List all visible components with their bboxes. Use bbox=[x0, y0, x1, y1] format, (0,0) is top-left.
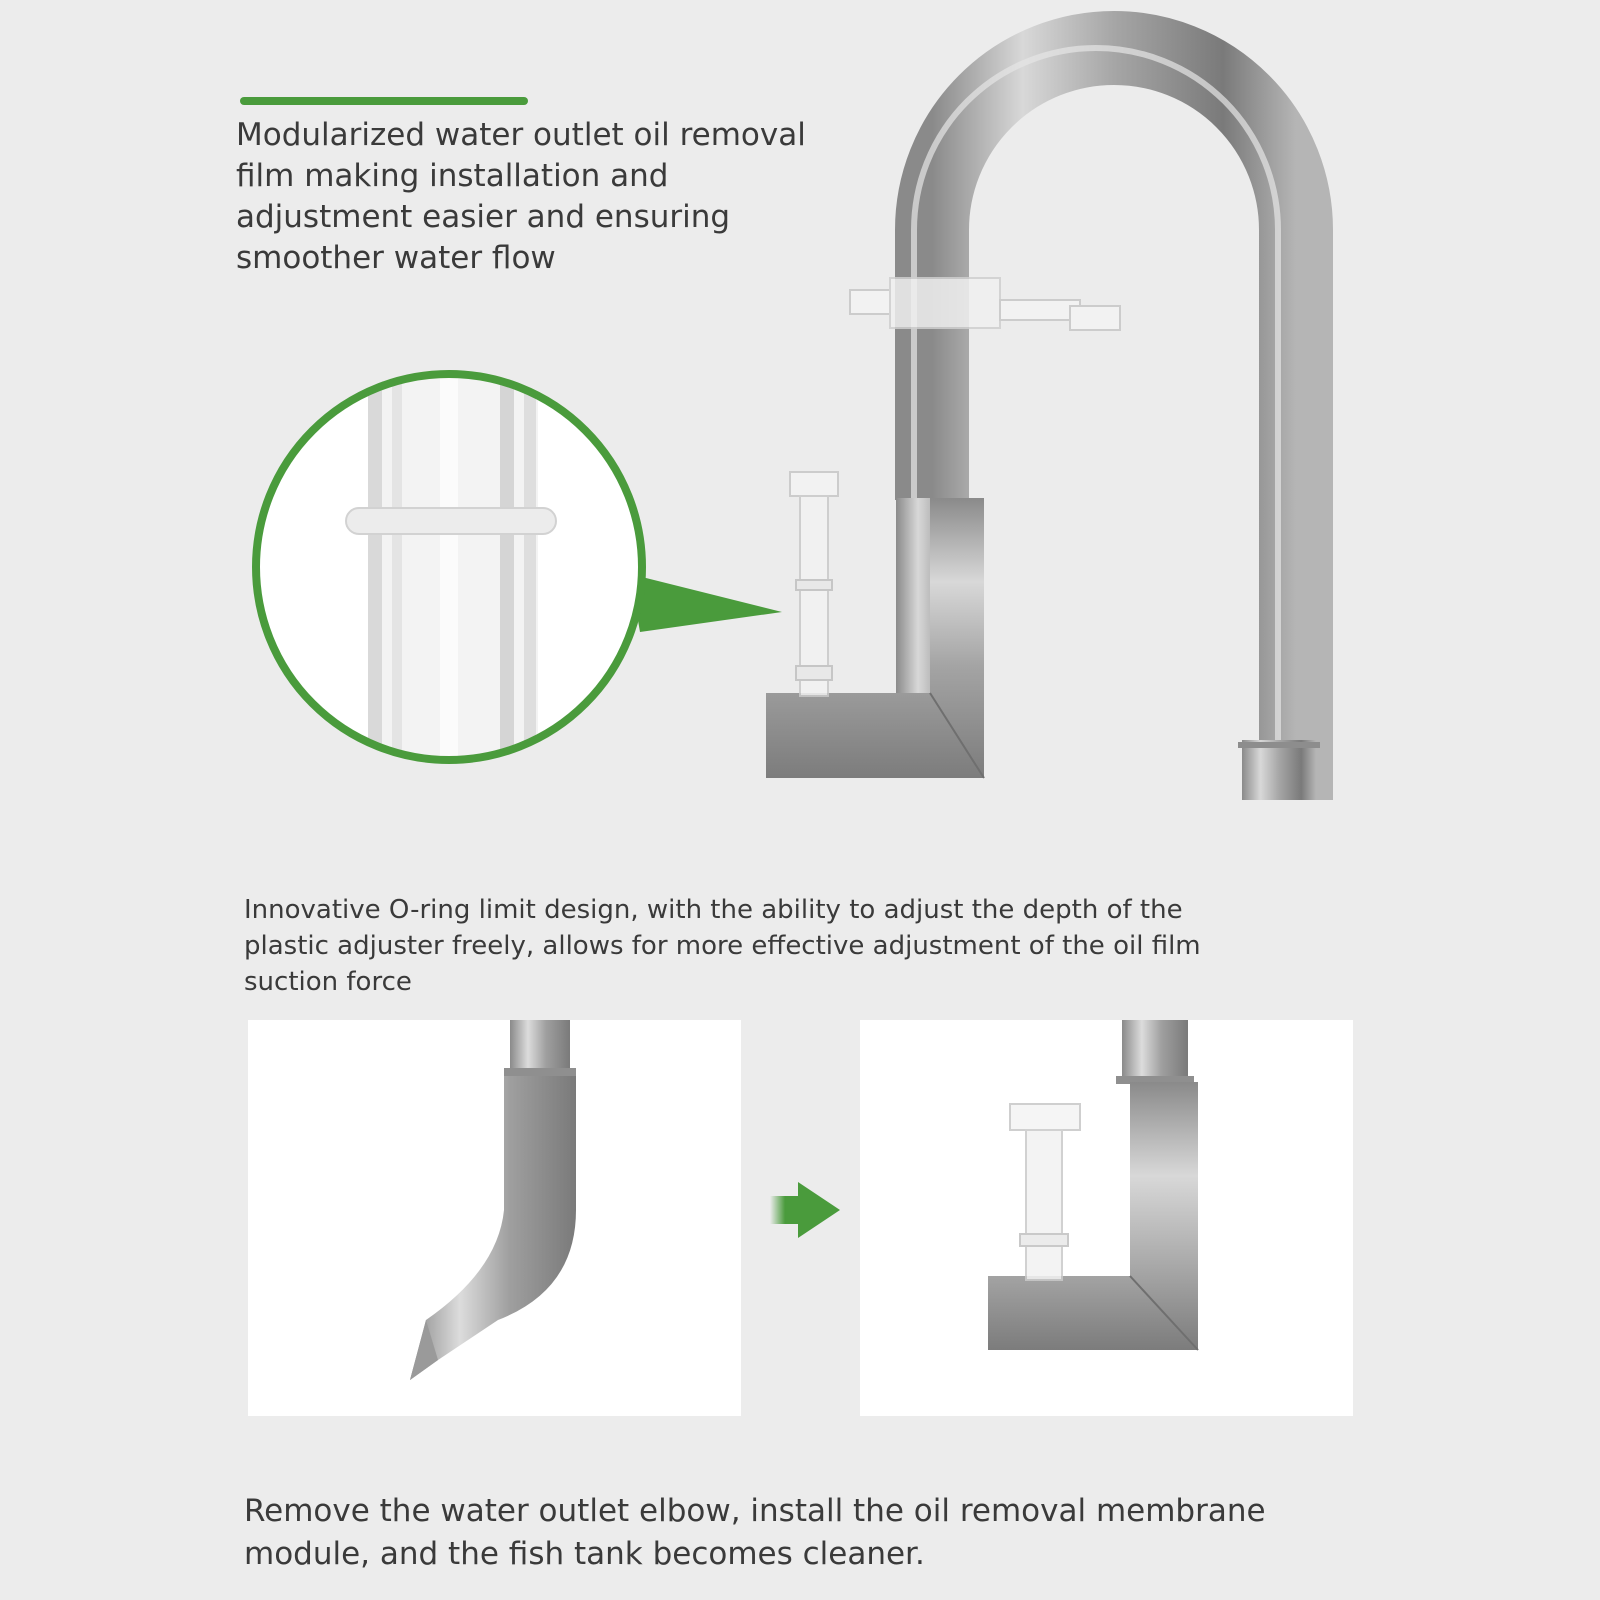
top-description: Modularized water outlet oil removal film making installation and adjustment easier and ensuring smoother water flow bbox=[236, 117, 806, 276]
outlet-pipe bbox=[932, 48, 1296, 800]
module-illustration bbox=[860, 1020, 1353, 1416]
after-panel bbox=[860, 1020, 1353, 1416]
plastic-adjuster bbox=[790, 472, 838, 696]
module-elbow bbox=[766, 498, 984, 778]
callout-pointer bbox=[630, 574, 782, 632]
pipe-clip bbox=[850, 278, 1120, 330]
pipe-tip bbox=[1242, 740, 1316, 800]
bottom-description: Remove the water outlet elbow, install the oil removal membrane module, and the fish tank becomes cleaner. bbox=[244, 1493, 1266, 1572]
middle-description: Innovative O-ring limit design, with the ability to adjust the depth of the plastic adjuster freely, allows for more effective adjustment of the oil film suction force bbox=[244, 895, 1201, 997]
o-ring-zoom bbox=[256, 370, 642, 770]
elbow-illustration bbox=[248, 1020, 741, 1416]
before-panel bbox=[248, 1020, 741, 1416]
right-arrow-icon bbox=[770, 1182, 840, 1238]
